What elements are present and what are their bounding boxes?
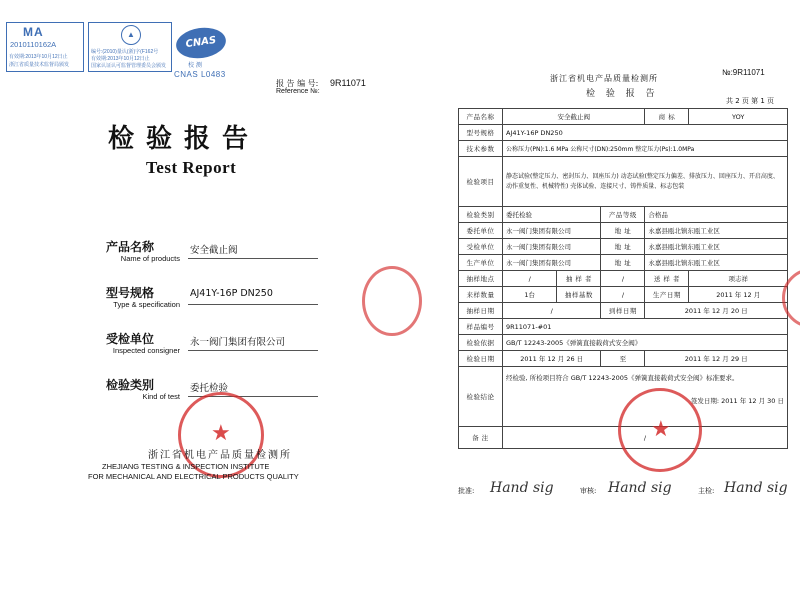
table-row: [459, 303, 788, 319]
issue-date: 签发日期: 2011 年 12 月 30 日: [690, 397, 784, 405]
table-label: 检验类别: [459, 207, 503, 223]
table-value: 2011 年 12 月 29 日: [645, 351, 788, 367]
table-row: [459, 207, 788, 223]
table-label: 抽 样 者: [557, 271, 601, 287]
table-value: /: [503, 303, 601, 319]
table-row: [459, 255, 788, 271]
table-label: 样品编号: [459, 319, 503, 335]
field-value: 委托检验: [190, 383, 229, 394]
detail-institute: 浙江省机电产品质量检测所: [550, 74, 658, 83]
table-label: 生产单位: [459, 255, 503, 271]
page-indicator: 共 2 页 第 1 页: [726, 97, 775, 105]
field-label-en: Name of products: [120, 254, 180, 263]
cnas-label: 校 测: [188, 62, 202, 69]
detail-report-number: №:9R11071: [722, 68, 765, 77]
conclusion-text: 经检验, 所检项目符合 GB/T 12243-2005《弹簧直接载荷式安全阀》标准要求。: [506, 374, 739, 382]
report-title-en: Test Report: [146, 158, 237, 177]
cal-certification-mark: [88, 22, 172, 72]
ma-certification-mark: [6, 22, 84, 72]
approve-label: 批准:: [458, 487, 475, 495]
inspector-label: 主检:: [698, 487, 715, 495]
ma-title: MA: [23, 25, 44, 39]
table-row: [459, 335, 788, 351]
table-value: 2011 年 12 月: [689, 287, 788, 303]
report-number-label-en: Reference №:: [276, 88, 320, 95]
cal-issuer: 国家认证认可监督管理委员会颁发: [91, 63, 167, 69]
signature-row: [456, 480, 796, 516]
table-row: [459, 141, 788, 157]
field-underline: [188, 258, 318, 259]
cal-number: 编号:(2010)量认(浙)字(F162号: [91, 49, 159, 55]
field-label: 检验类别: [106, 378, 155, 392]
table-value: GB/T 12243-2005《弹簧直接载荷式安全阀》: [503, 335, 788, 351]
table-value: 永一阀门集团有限公司: [503, 239, 601, 255]
star-icon: ★: [651, 417, 671, 442]
field-label: 型号规格: [106, 286, 155, 300]
table-label: 检验结论: [459, 367, 503, 427]
table-row: [459, 125, 788, 141]
table-value: 2011 年 12 月 20 日: [645, 303, 788, 319]
table-label: 地 址: [601, 255, 645, 271]
table-label: 检验依据: [459, 335, 503, 351]
table-value: /: [601, 271, 645, 287]
cal-emblem-icon: ▲: [121, 25, 141, 45]
field-label-en: Type & specification: [113, 300, 180, 309]
table-value: 委托检验: [503, 207, 601, 223]
table-label: 型号规格: [459, 125, 503, 141]
detail-title: 检 验 报 告: [586, 89, 659, 99]
table-row: [459, 271, 788, 287]
table-value: /: [601, 287, 645, 303]
table-label: 技术参数: [459, 141, 503, 157]
table-value: 9R11071-#01: [503, 319, 788, 335]
table-value: 永一阀门集团有限公司: [503, 255, 601, 271]
table-label: 商 标: [645, 109, 689, 125]
table-label: 产品名称: [459, 109, 503, 125]
table-value: 1台: [503, 287, 557, 303]
field-label: 受检单位: [106, 332, 155, 346]
report-number-label: 报 告 编 号:: [276, 79, 319, 88]
institute-name: 浙江省机电产品质量检测所: [148, 450, 292, 461]
ma-code: 2010110162A: [10, 40, 57, 49]
field-value: AJ41Y-16P DN250: [190, 288, 273, 299]
inspector-signature: Hand sig: [724, 480, 788, 496]
table-value: 静态试验(整定压力、密封压力、回座压力) 动态试验(整定压力偏差、排放压力、回座压力、开启高度、动作重复性、机械特性) 壳体试验、连接尺寸、铸件质量、标志包装: [503, 157, 788, 207]
table-value: 永嘉县瓯北镇东瓯工业区: [645, 223, 788, 239]
field-product-name: [80, 238, 340, 272]
field-value: 永一阀门集团有限公司: [190, 337, 286, 348]
table-label: 抽样地点: [459, 271, 503, 287]
ma-issuer: 浙江省质量技术监督局颁发: [9, 62, 70, 68]
ma-validity: 有效期:2013年10月12日止: [9, 54, 68, 60]
field-label-en: Inspected consigner: [112, 346, 180, 355]
table-value: 项志祥: [689, 271, 788, 287]
table-label: 送 样 者: [645, 271, 689, 287]
table-row: [459, 223, 788, 239]
approver-signature: Hand sig: [490, 480, 554, 496]
certification-logos: [6, 22, 256, 86]
cal-validity: 有效期:2013年10月12日止: [91, 56, 150, 62]
star-icon: ★: [211, 421, 231, 446]
table-value: 2011 年 12 月 26 日: [503, 351, 601, 367]
table-value: 永一阀门集团有限公司: [503, 223, 601, 239]
table-label: 来样数量: [459, 287, 503, 303]
review-label: 审核:: [580, 487, 597, 495]
field-label: 产品名称: [106, 240, 155, 254]
report-title: 检验报告: [108, 124, 261, 154]
table-row: [459, 109, 788, 125]
field-type-spec: [80, 284, 340, 318]
field-inspected-consigner: [80, 330, 340, 364]
field-value: 安全截止阀: [190, 245, 238, 256]
field-underline: [188, 350, 318, 351]
table-label: 检验项目: [459, 157, 503, 207]
table-value: /: [503, 427, 788, 449]
table-label: 检验日期: [459, 351, 503, 367]
table-label: 备 注: [459, 427, 503, 449]
table-row: [459, 287, 788, 303]
reviewer-signature: Hand sig: [608, 480, 672, 496]
table-label: 生产日期: [645, 287, 689, 303]
institute-name-en-line2: FOR MECHANICAL AND ELECTRICAL PRODUCTS QUALITY: [88, 472, 299, 481]
table-value: /: [503, 271, 557, 287]
table-value: 合格品: [645, 207, 788, 223]
report-detail-page: [448, 58, 800, 528]
table-label: 抽样日期: [459, 303, 503, 319]
table-row: [459, 319, 788, 335]
report-number-value: 9R11071: [330, 78, 366, 88]
red-seal-stamp: [618, 388, 702, 472]
table-label: 产品等级: [601, 207, 645, 223]
table-row: [459, 239, 788, 255]
table-label: 抽样基数: [557, 287, 601, 303]
inspection-table: [458, 108, 788, 449]
table-label: 委托单位: [459, 223, 503, 239]
table-label: 地 址: [601, 239, 645, 255]
table-label: 受检单位: [459, 239, 503, 255]
table-value: AJ41Y-16P DN250: [503, 125, 788, 141]
table-value: 公称压力(PN):1.6 MPa 公称尺寸(DN):250mm 整定压力(Ps):1.0MPa: [503, 141, 788, 157]
table-value: 永嘉县瓯北镇东瓯工业区: [645, 255, 788, 271]
table-row: [459, 157, 788, 207]
table-value: YOY: [689, 109, 788, 125]
table-label: 到样日期: [601, 303, 645, 319]
table-label: 至: [601, 351, 645, 367]
field-underline: [188, 304, 318, 305]
field-label-en: Kind of test: [142, 392, 180, 401]
cnas-code: CNAS L0483: [174, 70, 226, 79]
cnas-logo: CNAS: [174, 25, 228, 62]
table-label: 地 址: [601, 223, 645, 239]
table-value: 永嘉县瓯北镇东瓯工业区: [645, 239, 788, 255]
table-row: [459, 351, 788, 367]
seam-seal-stamp: [362, 266, 422, 336]
institute-name-en-line1: ZHEJIANG TESTING & INSPECTION INSTITUTE: [102, 462, 270, 471]
table-value: 安全截止阀: [503, 109, 645, 125]
